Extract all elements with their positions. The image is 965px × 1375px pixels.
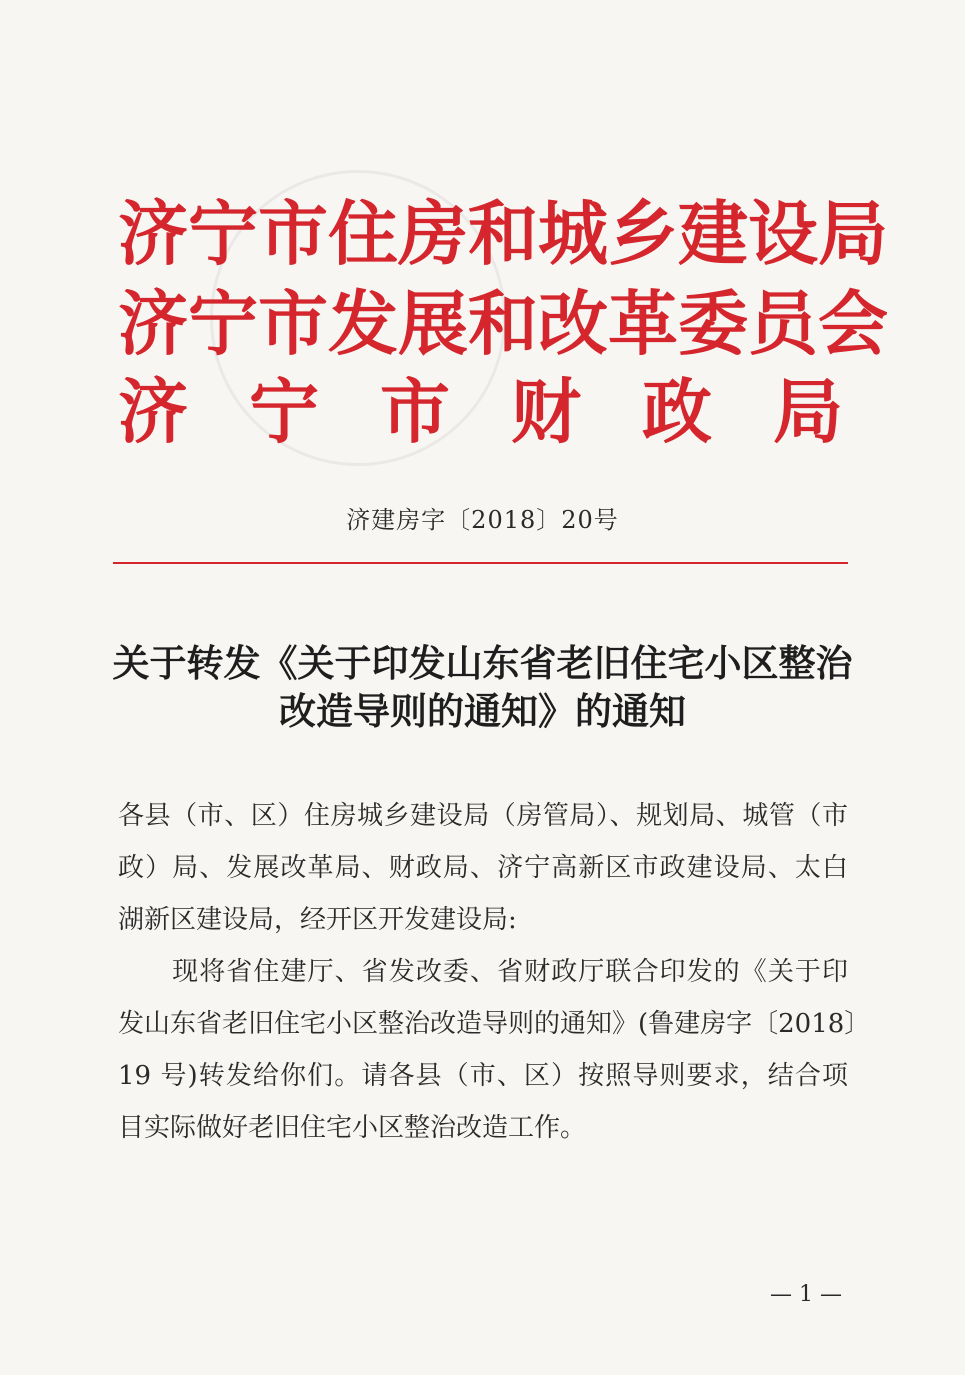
issuer-char: 宁 (249, 370, 319, 453)
issuer-line-2 (118, 282, 888, 366)
body-line: 19 号)转发给你们。请各县（市、区）按照导则要求，结合项 (118, 1061, 848, 1091)
issuer-char: 和 (468, 282, 538, 365)
issuer-char: 和 (468, 192, 538, 275)
issuer-line-1 (118, 192, 888, 276)
issuer-char: 乡 (608, 192, 678, 275)
issuer-char: 展 (398, 282, 468, 365)
issuer-line-3 (118, 370, 843, 454)
issuer-char: 市 (380, 370, 450, 453)
page-number: — 1 — (770, 1282, 842, 1307)
body-line: 现将省住建厅、省发改委、省财政厅联合印发的《关于印 (118, 957, 848, 987)
document-title-line-1: 关于转发《关于印发山东省老旧住宅小区整治 (112, 641, 853, 685)
issuer-char: 员 (748, 282, 818, 365)
body-line: 政）局、发展改革局、财政局、济宁高新区市政建设局、太白 (118, 853, 848, 883)
issuer-char: 财 (511, 370, 581, 453)
issuer-char: 济 (118, 192, 188, 275)
body-line: 各县（市、区）住房城乡建设局（房管局）、规划局、城管（市 (118, 801, 848, 831)
issuer-char: 建 (678, 192, 748, 275)
issuer-char: 委 (678, 282, 748, 365)
issuer-char: 市 (258, 282, 328, 365)
document-title-line-2: 改造导则的通知》的通知 (279, 689, 686, 733)
issuer-char: 发 (328, 282, 398, 365)
body-line: 目实际做好老旧住宅小区整治改造工作。 (118, 1113, 587, 1143)
issuer-char: 政 (642, 370, 712, 453)
issuer-char: 宁 (188, 282, 258, 365)
issuer-char: 局 (773, 370, 843, 453)
body-line: 发山东省老旧住宅小区整治改造导则的通知》(鲁建房字〔2018〕 (118, 1009, 871, 1039)
issuer-char: 房 (398, 192, 468, 275)
body-line: 湖新区建设局，经开区开发建设局: (118, 905, 517, 935)
issuer-char: 局 (818, 192, 888, 275)
issuer-char: 济 (118, 282, 188, 365)
issuer-char: 市 (258, 192, 328, 275)
document-number: 济建房字〔2018〕20号 (346, 506, 619, 534)
issuer-char: 会 (818, 282, 888, 365)
issuer-char: 住 (328, 192, 398, 275)
issuer-char: 设 (748, 192, 818, 275)
issuer-char: 宁 (188, 192, 258, 275)
issuer-char: 改 (538, 282, 608, 365)
issuer-char: 革 (608, 282, 678, 365)
issuer-char: 城 (538, 192, 608, 275)
issuer-char: 济 (118, 370, 188, 453)
red-separator-line (113, 562, 848, 564)
